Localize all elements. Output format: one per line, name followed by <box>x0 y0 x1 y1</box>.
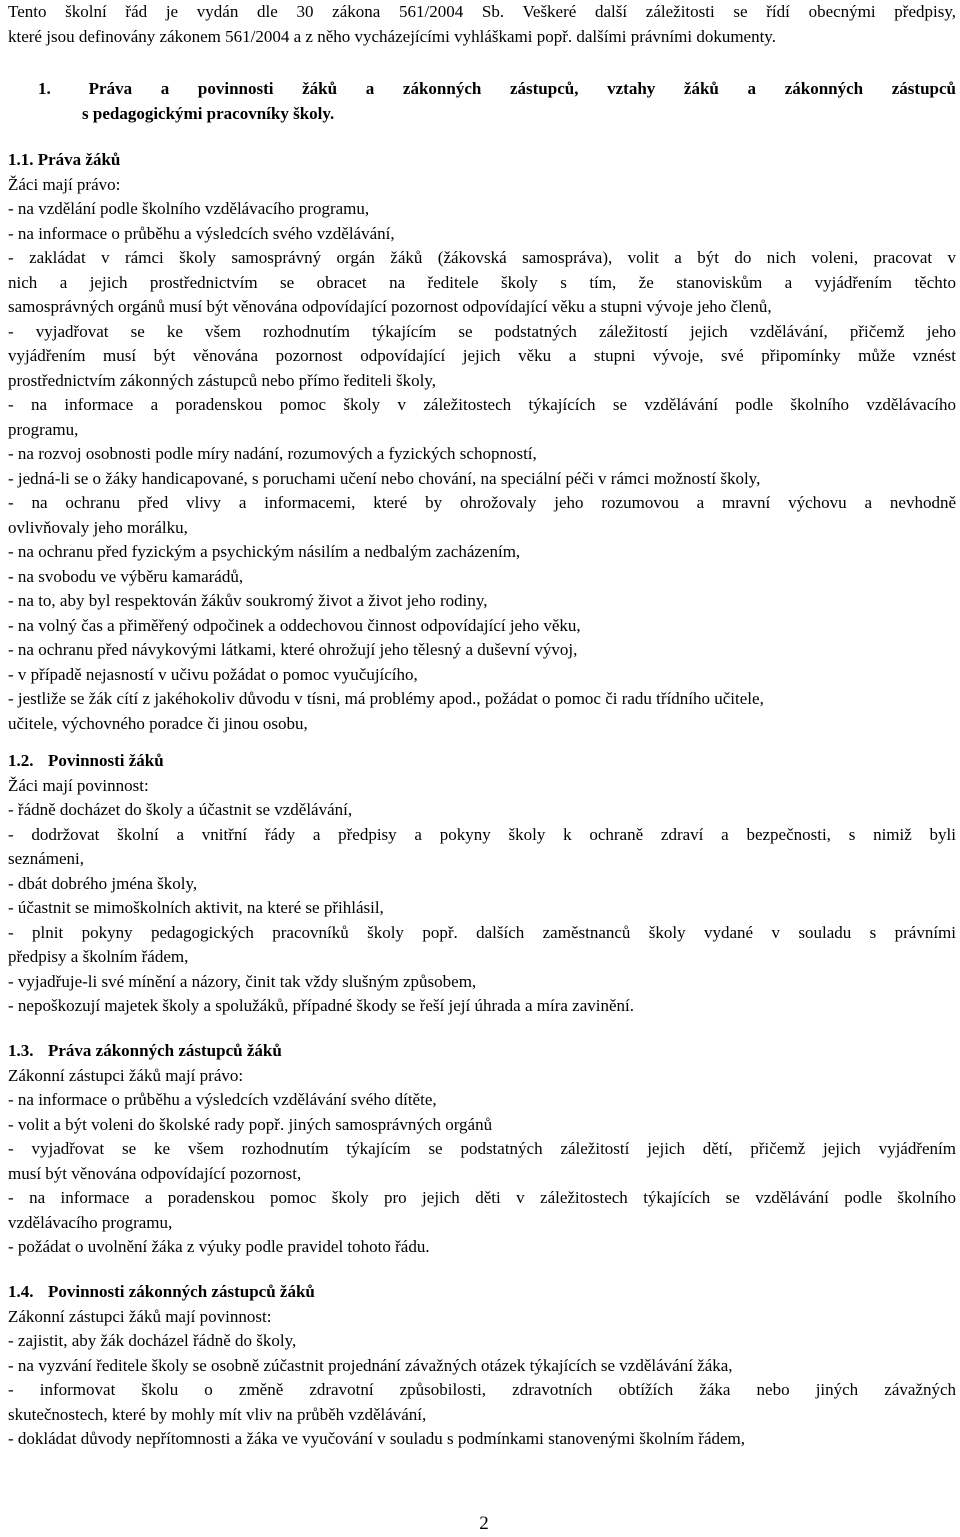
list-item: - na vzdělání podle školního vzdělávacího programu, <box>8 199 370 218</box>
list-item: - na informace a poradenskou pomoc školy v záležitostech týkajících se vzdělávání podle školního vzdělávacího <box>8 395 956 414</box>
page-number: 2 <box>479 1513 489 1534</box>
list-item: - řádně docházet do školy a účastnit se vzdělávání, <box>8 800 353 819</box>
section-1-4-heading <box>8 1280 956 1305</box>
list-item: učitele, výchovného poradce či jinou osobu, <box>8 713 308 733</box>
list-item: předpisy a školním řádem, <box>8 947 189 966</box>
list-item: seznámeni, <box>8 849 84 868</box>
list-item: - na svobodu ve výběru kamarádů, <box>8 566 244 586</box>
list-item: vzdělávacího programu, <box>8 1212 173 1232</box>
list-item: - informovat školu o změně zdravotní způsobilosti, zdravotních obtížích žáka nebo jiných závažných <box>8 1380 956 1399</box>
list-item: vyjádřením musí být věnována pozornost odpovídající jejich věku a stupni vývoje, své připomínky může vznést <box>8 346 956 365</box>
section-1-3-heading <box>8 1039 956 1064</box>
section-1-4-title: Povinnosti zákonných zástupců žáků <box>48 1282 315 1301</box>
list-item: ovlivňovaly jeho morálku, <box>8 517 188 537</box>
section-1-2-number: 1.2. <box>8 751 34 770</box>
list-item: - jestliže se žák cítí z jakéhokoliv důvodu v tísni, má problémy apod., požádat o pomoc či radu třídního učitele, <box>8 689 764 708</box>
list-item: musí být věnována odpovídající pozornost, <box>8 1163 302 1183</box>
chapter-heading <box>38 77 956 126</box>
list-item: samosprávných orgánů musí být věnována odpovídající pozornost odpovídající věku a stupni vývoje jeho členů, <box>8 297 772 316</box>
section-1-2-lead: Žáci mají povinnost: <box>8 775 149 795</box>
list-item: - na informace o průběhu a výsledcích svého vzdělávání, <box>8 223 395 243</box>
section-1-4-number: 1.4. <box>8 1282 34 1301</box>
list-item: - dokládat důvody nepřítomnosti a žáka ve vyučování v souladu s podmínkami stanovenými školním řádem, <box>8 1429 746 1448</box>
list-item: - dbát dobrého jména školy, <box>8 873 198 893</box>
section-1-1-title: Práva žáků <box>37 150 121 169</box>
section-1-4-lead: Zákonní zástupci žáků mají povinnost: <box>8 1306 272 1326</box>
list-item: - na to, aby byl respektován žákův soukromý život a život jeho rodiny, <box>8 591 488 610</box>
chapter-title-text-1: Práva a povinnosti žáků a zákonných zástupců, vztahy žáků a zákonných zástupců <box>88 79 956 98</box>
section-1-4 <box>8 1280 956 1452</box>
list-item: - dodržovat školní a vnitřní řády a předpisy a pokyny školy k ochraně zdraví a bezpečnosti, s nimiž byli <box>8 824 956 844</box>
section-1-2-title: Povinnosti žáků <box>48 751 164 770</box>
list-item: - v případě nejasností v učivu požádat o pomoc vyučujícího, <box>8 664 418 684</box>
list-item: - na ochranu před vlivy a informacemi, které by ohrožovaly jeho rozumovou a mravní výchovu a nevhodně <box>8 493 956 512</box>
list-item: - na informace a poradenskou pomoc školy pro jejich děti v záležitostech týkajících se vzdělávání podle školního <box>8 1188 956 1207</box>
chapter-title-line-2: s pedagogickými pracovníky školy. <box>82 103 335 123</box>
list-item: - na ochranu před návykovými látkami, které ohrožují jeho tělesný a duševní vývoj, <box>8 640 578 659</box>
list-item: skutečnostech, které by mohly mít vliv na průběh vzdělávání, <box>8 1404 427 1424</box>
list-item: programu, <box>8 419 79 439</box>
section-1-2 <box>8 749 956 1019</box>
list-item: prostřednictvím zákonných zástupců nebo přímo řediteli školy, <box>8 370 437 390</box>
chapter-number: 1. <box>38 79 51 98</box>
list-item: - na informace o průběhu a výsledcích vzdělávání svého dítěte, <box>8 1090 437 1109</box>
section-1-1-heading <box>8 148 956 173</box>
list-item: - vyjadřovat se ke všem rozhodnutím týkajícím se podstatných záležitostí jejich vzdělávání, přičemž jeho <box>8 321 956 341</box>
list-item: - vyjadřuje-li své mínění a názory, činit tak vždy slušným způsobem, <box>8 971 477 991</box>
section-1-3-number: 1.3. <box>8 1041 34 1060</box>
section-1-3-lead: Zákonní zástupci žáků mají právo: <box>8 1065 244 1085</box>
list-item: - volit a být voleni do školské rady popř. jiných samosprávných orgánů <box>8 1114 493 1134</box>
intro-line-2: které jsou definovány zákonem 561/2004 a z něho vycházejícími vyhláškami popř. dalšími právními dokumenty. <box>8 26 776 46</box>
section-1-1-number: 1.1. <box>8 150 34 169</box>
section-1-3 <box>8 1039 956 1260</box>
list-item: - na rozvoj osobnosti podle míry nadání, rozumových a fyzických schopností, <box>8 444 537 463</box>
list-item: - účastnit se mimoškolních aktivit, na které se přihlásil, <box>8 898 384 917</box>
intro-paragraph <box>8 0 956 49</box>
list-item: - zakládat v rámci školy samosprávný orgán žáků (žákovská samospráva), volit a být do nich voleni, pracovat v <box>8 248 956 267</box>
section-1-3-title: Práva zákonných zástupců žáků <box>48 1041 282 1060</box>
intro-line-1: Tento školní řád je vydán dle 30 zákona 561/2004 Sb. Veškeré další záležitosti se řídí obecnými předpisy, <box>8 2 956 21</box>
list-item: - na ochranu před fyzickým a psychickým násilím a nedbalým zacházením, <box>8 542 521 561</box>
list-item: - na vyzvání ředitele školy se osobně zúčastnit projednání závažných otázek týkajících se vzdělávání žáka, <box>8 1355 733 1375</box>
list-item: - jedná-li se o žáky handicapované, s poruchami učení nebo chování, na speciální péči v rámci možností školy, <box>8 468 761 488</box>
list-item: - nepoškozují majetek školy a spolužáků, případné škody se řeší její úhrada a míra zavinění. <box>8 996 634 1015</box>
list-item: - na volný čas a přiměřený odpočinek a oddechovou činnost odpovídající jeho věku, <box>8 615 581 635</box>
section-1-2-heading <box>8 749 956 774</box>
list-item: - zajistit, aby žák docházel řádně do školy, <box>8 1331 297 1350</box>
list-item: - požádat o uvolnění žáka z výuky podle pravidel tohoto řádu. <box>8 1237 430 1256</box>
list-item: - vyjadřovat se ke všem rozhodnutím týkajícím se podstatných záležitostí jejich dětí, přičemž jejich vyjádřením <box>8 1139 956 1158</box>
section-1-1 <box>8 148 956 736</box>
section-1-1-lead: Žáci mají právo: <box>8 174 121 194</box>
list-item: - plnit pokyny pedagogických pracovníků školy popř. dalších zaměstnanců školy vydané v souladu s právními <box>8 922 956 942</box>
chapter-title-line-1 <box>38 77 956 102</box>
list-item: nich a jejich prostřednictvím se obracet na ředitele školy s tím, že stanoviskům a vyjádřením těchto <box>8 272 956 292</box>
